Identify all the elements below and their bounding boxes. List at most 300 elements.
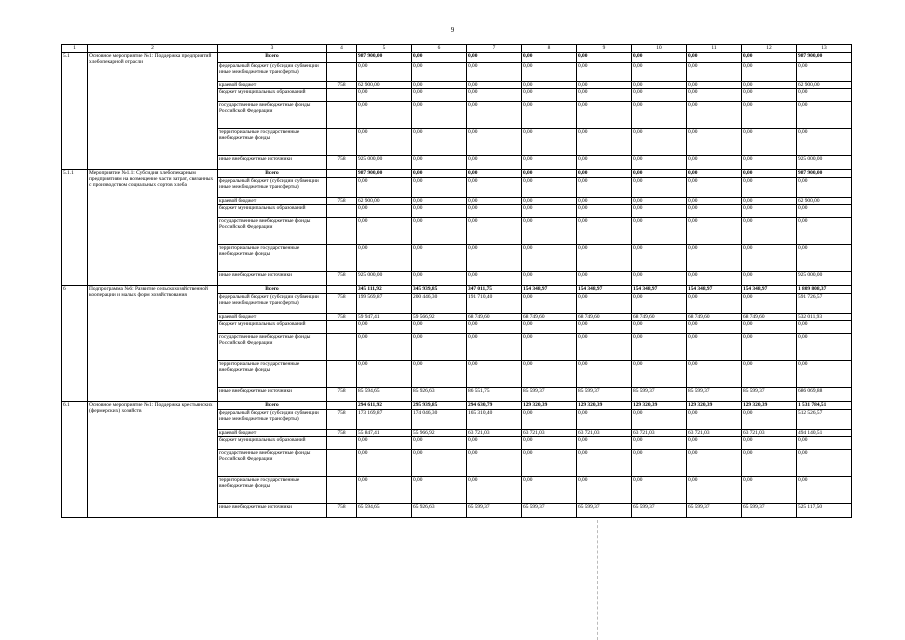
funding-source: федеральный бюджет (субсидии субвенции иные межбюджетные трансферты) (218, 294, 327, 314)
amount-cell: 0,00 (467, 170, 522, 178)
budget-code (327, 102, 357, 129)
budget-table (61, 44, 852, 518)
section-number: 6.1 (62, 402, 88, 518)
amount-cell: 0,00 (742, 178, 797, 198)
amount-cell: 0,00 (632, 89, 687, 102)
amount-cell: 0,00 (797, 178, 852, 198)
amount-cell: 0,00 (687, 321, 742, 334)
funding-source: Всего (218, 286, 327, 294)
amount-cell: 0,00 (467, 361, 522, 388)
amount-cell: 65 599,37 (687, 504, 742, 518)
amount-cell: 63 721,03 (577, 430, 632, 437)
amount-cell: 0,00 (522, 245, 577, 272)
amount-cell: 0,00 (412, 53, 467, 63)
table-row (62, 170, 852, 178)
amount-cell: 0,00 (522, 218, 577, 245)
amount-cell: 0,00 (797, 321, 852, 334)
section-name: Основное мероприятие №1: Поддержка крестьянских (фермерских) хозяйств (88, 402, 218, 518)
amount-cell: 0,00 (412, 450, 467, 477)
amount-cell: 0,00 (687, 294, 742, 314)
amount-cell: 0,00 (797, 205, 852, 218)
amount-cell: 0,00 (522, 437, 577, 450)
amount-cell: 0,00 (797, 218, 852, 245)
budget-code (327, 321, 357, 334)
amount-cell: 0,00 (632, 63, 687, 82)
amount-cell: 0,00 (577, 53, 632, 63)
amount-cell: 0,00 (522, 410, 577, 430)
funding-source: государственные внебюджетные фонды Российской Федерации (218, 102, 327, 129)
table-row (62, 402, 852, 410)
amount-cell: 65 599,37 (577, 504, 632, 518)
amount-cell: 0,00 (467, 82, 522, 89)
amount-cell: 294 630,79 (467, 402, 522, 410)
amount-cell: 85 599,37 (632, 388, 687, 402)
amount-cell: 0,00 (467, 334, 522, 361)
amount-cell: 0,00 (467, 178, 522, 198)
amount-cell: 0,00 (522, 178, 577, 198)
amount-cell: 0,00 (632, 53, 687, 63)
budget-code (327, 63, 357, 82)
amount-cell: 0,00 (357, 321, 412, 334)
amount-cell: 0,00 (742, 410, 797, 430)
amount-cell: 154 348,97 (687, 286, 742, 294)
amount-cell: 0,00 (742, 245, 797, 272)
section-name: Мероприятие №1.1: Субсидия хлебопекарным предприятиям на возмещение части затрат, связанных с производством социальных сортов хлеба (88, 170, 218, 286)
amount-cell: 0,00 (522, 272, 577, 286)
amount-cell: 0,00 (577, 361, 632, 388)
amount-cell: 686 069,88 (797, 388, 852, 402)
amount-cell: 0,00 (412, 178, 467, 198)
amount-cell: 68 749,60 (577, 314, 632, 321)
amount-cell: 345 111,92 (357, 286, 412, 294)
table-body (62, 45, 852, 518)
budget-code (327, 178, 357, 198)
budget-code (327, 205, 357, 218)
funding-source: территориальные государственные внебюджетные фонды (218, 129, 327, 156)
amount-cell: 62 900,00 (797, 82, 852, 89)
amount-cell: 129 320,39 (577, 402, 632, 410)
amount-cell: 85 599,37 (577, 388, 632, 402)
amount-cell: 63 721,03 (687, 430, 742, 437)
funding-source: краевой бюджет (218, 314, 327, 321)
amount-cell: 63 721,03 (522, 430, 577, 437)
amount-cell: 0,00 (687, 198, 742, 205)
amount-cell: 0,00 (522, 477, 577, 504)
amount-cell: 154 348,97 (632, 286, 687, 294)
amount-cell: 0,00 (357, 102, 412, 129)
amount-cell: 0,00 (742, 450, 797, 477)
budget-code (327, 334, 357, 361)
budget-code (327, 170, 357, 178)
budget-code: 758 (327, 388, 357, 402)
amount-cell: 68 749,60 (742, 314, 797, 321)
amount-cell: 0,00 (797, 477, 852, 504)
amount-cell: 68 749,60 (522, 314, 577, 321)
amount-cell: 0,00 (687, 450, 742, 477)
amount-cell: 0,00 (797, 361, 852, 388)
amount-cell: 0,00 (577, 294, 632, 314)
amount-cell: 0,00 (742, 477, 797, 504)
amount-cell: 0,00 (687, 170, 742, 178)
funding-source: бюджет муниципальных образований (218, 437, 327, 450)
column-number-9: 9 (577, 45, 632, 53)
amount-cell: 0,00 (467, 437, 522, 450)
amount-cell: 0,00 (357, 477, 412, 504)
amount-cell: 0,00 (522, 63, 577, 82)
amount-cell: 0,00 (632, 218, 687, 245)
amount-cell: 0,00 (632, 450, 687, 477)
column-number-13: 13 (797, 45, 852, 53)
amount-cell: 0,00 (522, 321, 577, 334)
amount-cell: 0,00 (742, 321, 797, 334)
amount-cell: 129 320,39 (687, 402, 742, 410)
amount-cell: 0,00 (357, 63, 412, 82)
amount-cell: 154 348,97 (522, 286, 577, 294)
column-number-header-row (62, 45, 852, 53)
funding-source: иные внебюджетные источники (218, 156, 327, 170)
amount-cell: 0,00 (687, 82, 742, 89)
amount-cell: 525 117,50 (797, 504, 852, 518)
amount-cell: 0,00 (632, 82, 687, 89)
column-number-3: 3 (218, 45, 327, 53)
budget-code (327, 477, 357, 504)
budget-code: 758 (327, 294, 357, 314)
amount-cell: 987 900,00 (797, 170, 852, 178)
column-number-4: 4 (327, 45, 357, 53)
amount-cell: 62 900,00 (357, 82, 412, 89)
amount-cell: 0,00 (467, 89, 522, 102)
amount-cell: 0,00 (687, 437, 742, 450)
budget-code (327, 402, 357, 410)
amount-cell: 0,00 (467, 272, 522, 286)
amount-cell: 0,00 (687, 53, 742, 63)
funding-source: бюджет муниципальных образований (218, 205, 327, 218)
amount-cell: 0,00 (632, 178, 687, 198)
amount-cell: 129 320,39 (742, 402, 797, 410)
amount-cell: 0,00 (357, 450, 412, 477)
funding-source: иные внебюджетные источники (218, 504, 327, 518)
budget-code: 758 (327, 156, 357, 170)
amount-cell: 55 847,41 (357, 430, 412, 437)
amount-cell: 0,00 (412, 129, 467, 156)
amount-cell: 85 594,65 (357, 388, 412, 402)
budget-code: 758 (327, 198, 357, 205)
amount-cell: 0,00 (412, 321, 467, 334)
amount-cell: 0,00 (357, 178, 412, 198)
amount-cell: 0,00 (467, 477, 522, 504)
amount-cell: 129 320,39 (632, 402, 687, 410)
budget-code: 758 (327, 430, 357, 437)
amount-cell: 174 046,30 (412, 410, 467, 430)
budget-code (327, 437, 357, 450)
amount-cell: 173 169,87 (357, 410, 412, 430)
amount-cell: 0,00 (687, 89, 742, 102)
amount-cell: 0,00 (742, 102, 797, 129)
amount-cell: 0,00 (522, 450, 577, 477)
amount-cell: 0,00 (632, 410, 687, 430)
amount-cell: 0,00 (467, 450, 522, 477)
amount-cell: 154 348,97 (742, 286, 797, 294)
amount-cell: 0,00 (577, 102, 632, 129)
budget-code: 758 (327, 314, 357, 321)
amount-cell: 295 939,85 (412, 402, 467, 410)
amount-cell: 68 749,60 (467, 314, 522, 321)
funding-source: краевой бюджет (218, 430, 327, 437)
amount-cell: 0,00 (742, 170, 797, 178)
amount-cell: 0,00 (797, 245, 852, 272)
funding-source: бюджет муниципальных образований (218, 89, 327, 102)
amount-cell: 925 000,00 (357, 156, 412, 170)
amount-cell: 0,00 (797, 450, 852, 477)
amount-cell: 0,00 (577, 198, 632, 205)
amount-cell: 85 599,37 (742, 388, 797, 402)
budget-code: 758 (327, 272, 357, 286)
column-number-8: 8 (522, 45, 577, 53)
amount-cell: 0,00 (522, 170, 577, 178)
amount-cell: 0,00 (742, 272, 797, 286)
funding-source: краевой бюджет (218, 82, 327, 89)
amount-cell: 0,00 (632, 477, 687, 504)
amount-cell: 987 900,00 (357, 53, 412, 63)
amount-cell: 0,00 (687, 156, 742, 170)
amount-cell: 0,00 (577, 82, 632, 89)
amount-cell: 591 726,57 (797, 294, 852, 314)
amount-cell: 925 000,00 (797, 272, 852, 286)
amount-cell: 0,00 (412, 198, 467, 205)
amount-cell: 65 599,37 (467, 504, 522, 518)
amount-cell: 0,00 (412, 361, 467, 388)
amount-cell: 0,00 (632, 294, 687, 314)
amount-cell: 0,00 (577, 437, 632, 450)
column-number-2: 2 (88, 45, 218, 53)
amount-cell: 0,00 (467, 53, 522, 63)
funding-source: Всего (218, 53, 327, 63)
budget-code: 758 (327, 410, 357, 430)
amount-cell: 0,00 (412, 102, 467, 129)
amount-cell: 0,00 (522, 361, 577, 388)
funding-source: территориальные государственные внебюджетные фонды (218, 361, 327, 388)
amount-cell: 0,00 (577, 178, 632, 198)
funding-source: федеральный бюджет (субсидии субвенции иные межбюджетные трансферты) (218, 410, 327, 430)
amount-cell: 0,00 (742, 205, 797, 218)
amount-cell: 0,00 (522, 294, 577, 314)
amount-cell: 0,00 (467, 321, 522, 334)
amount-cell: 987 900,00 (797, 53, 852, 63)
amount-cell: 0,00 (577, 450, 632, 477)
amount-cell: 0,00 (522, 53, 577, 63)
amount-cell: 0,00 (357, 205, 412, 218)
column-number-7: 7 (467, 45, 522, 53)
table-row (62, 286, 852, 294)
amount-cell: 62 900,00 (797, 198, 852, 205)
amount-cell: 65 926,63 (412, 504, 467, 518)
budget-code (327, 89, 357, 102)
amount-cell: 0,00 (522, 102, 577, 129)
amount-cell: 165 310,40 (467, 410, 522, 430)
budget-code (327, 361, 357, 388)
amount-cell: 0,00 (687, 245, 742, 272)
amount-cell: 0,00 (522, 334, 577, 361)
amount-cell: 1 531 784,51 (797, 402, 852, 410)
amount-cell: 0,00 (467, 218, 522, 245)
amount-cell: 0,00 (357, 129, 412, 156)
amount-cell: 63 721,03 (632, 430, 687, 437)
amount-cell: 0,00 (742, 198, 797, 205)
amount-cell: 0,00 (357, 89, 412, 102)
budget-code: 758 (327, 504, 357, 518)
amount-cell: 0,00 (412, 437, 467, 450)
amount-cell: 65 599,37 (522, 504, 577, 518)
amount-cell: 0,00 (412, 63, 467, 82)
amount-cell: 0,00 (522, 156, 577, 170)
amount-cell: 85 926,63 (412, 388, 467, 402)
amount-cell: 0,00 (412, 205, 467, 218)
amount-cell: 0,00 (687, 63, 742, 82)
amount-cell: 294 611,92 (357, 402, 412, 410)
budget-code: 758 (327, 82, 357, 89)
amount-cell: 65 599,37 (632, 504, 687, 518)
amount-cell: 0,00 (577, 89, 632, 102)
amount-cell: 0,00 (577, 218, 632, 245)
amount-cell: 0,00 (632, 321, 687, 334)
amount-cell: 0,00 (687, 272, 742, 286)
amount-cell: 55 966,92 (412, 430, 467, 437)
budget-code (327, 129, 357, 156)
funding-source: иные внебюджетные источники (218, 388, 327, 402)
amount-cell: 0,00 (467, 205, 522, 218)
funding-source: Всего (218, 402, 327, 410)
amount-cell: 0,00 (357, 334, 412, 361)
amount-cell: 0,00 (412, 156, 467, 170)
column-number-11: 11 (687, 45, 742, 53)
amount-cell: 0,00 (577, 129, 632, 156)
amount-cell: 0,00 (467, 102, 522, 129)
amount-cell: 0,00 (412, 89, 467, 102)
amount-cell: 0,00 (632, 205, 687, 218)
amount-cell: 0,00 (522, 129, 577, 156)
amount-cell: 68 749,60 (632, 314, 687, 321)
amount-cell: 0,00 (577, 245, 632, 272)
amount-cell: 0,00 (467, 129, 522, 156)
amount-cell: 0,00 (577, 205, 632, 218)
amount-cell: 0,00 (632, 170, 687, 178)
section-name: Основное мероприятие №1: Поддержка предприятий хлебопекарной отрасли (88, 53, 218, 170)
budget-code (327, 286, 357, 294)
amount-cell: 0,00 (687, 218, 742, 245)
amount-cell: 0,00 (632, 156, 687, 170)
budget-code (327, 450, 357, 477)
table-row (62, 53, 852, 63)
amount-cell: 0,00 (467, 156, 522, 170)
amount-cell: 0,00 (357, 361, 412, 388)
amount-cell: 0,00 (632, 334, 687, 361)
amount-cell: 0,00 (742, 361, 797, 388)
amount-cell: 0,00 (412, 82, 467, 89)
amount-cell: 0,00 (797, 334, 852, 361)
amount-cell: 191 710,40 (467, 294, 522, 314)
amount-cell: 0,00 (577, 63, 632, 82)
funding-source: государственные внебюджетные фонды Российской Федерации (218, 334, 327, 361)
amount-cell: 0,00 (412, 218, 467, 245)
amount-cell: 0,00 (797, 89, 852, 102)
amount-cell: 0,00 (797, 129, 852, 156)
column-number-10: 10 (632, 45, 687, 53)
amount-cell: 512 526,57 (797, 410, 852, 430)
amount-cell: 65 594,65 (357, 504, 412, 518)
amount-cell: 0,00 (742, 63, 797, 82)
amount-cell: 0,00 (687, 410, 742, 430)
amount-cell: 494 140,51 (797, 430, 852, 437)
section-number: 5.1 (62, 53, 88, 170)
amount-cell: 85 599,37 (522, 388, 577, 402)
funding-source: территориальные государственные внебюджетные фонды (218, 477, 327, 504)
amount-cell: 63 721,03 (742, 430, 797, 437)
budget-code (327, 245, 357, 272)
amount-cell: 0,00 (412, 334, 467, 361)
funding-source: территориальные государственные внебюджетные фонды (218, 245, 327, 272)
amount-cell: 0,00 (577, 321, 632, 334)
section-number: 6 (62, 286, 88, 402)
amount-cell: 0,00 (742, 334, 797, 361)
amount-cell: 0,00 (742, 89, 797, 102)
budget-code (327, 53, 357, 63)
scan-artifact-line (597, 520, 598, 640)
funding-source: Всего (218, 170, 327, 178)
amount-cell: 0,00 (522, 205, 577, 218)
amount-cell: 0,00 (742, 218, 797, 245)
amount-cell: 0,00 (742, 156, 797, 170)
amount-cell: 0,00 (797, 102, 852, 129)
amount-cell: 0,00 (522, 82, 577, 89)
amount-cell: 0,00 (742, 53, 797, 63)
amount-cell: 0,00 (522, 198, 577, 205)
amount-cell: 1 809 808,37 (797, 286, 852, 294)
amount-cell: 0,00 (632, 437, 687, 450)
funding-source: государственные внебюджетные фонды Российской Федерации (218, 218, 327, 245)
amount-cell: 0,00 (357, 437, 412, 450)
amount-cell: 63 721,03 (467, 430, 522, 437)
amount-cell: 0,00 (687, 178, 742, 198)
amount-cell: 0,00 (632, 245, 687, 272)
section-name: Подпрограмма №6: Развитие сельскохозяйственной кооперации и малых форм хозяйствования (88, 286, 218, 402)
amount-cell: 925 000,00 (797, 156, 852, 170)
amount-cell: 129 320,39 (522, 402, 577, 410)
amount-cell: 0,00 (577, 170, 632, 178)
amount-cell: 0,00 (412, 170, 467, 178)
amount-cell: 200 446,30 (412, 294, 467, 314)
amount-cell: 199 569,87 (357, 294, 412, 314)
amount-cell: 0,00 (357, 218, 412, 245)
amount-cell: 154 348,97 (577, 286, 632, 294)
amount-cell: 0,00 (632, 102, 687, 129)
page-number: 9 (450, 26, 455, 34)
funding-source: краевой бюджет (218, 198, 327, 205)
funding-source: иные внебюджетные источники (218, 272, 327, 286)
amount-cell: 0,00 (632, 129, 687, 156)
amount-cell: 0,00 (687, 205, 742, 218)
budget-code (327, 218, 357, 245)
amount-cell: 532 011,93 (797, 314, 852, 321)
amount-cell: 925 000,00 (357, 272, 412, 286)
amount-cell: 59 947,41 (357, 314, 412, 321)
amount-cell: 0,00 (742, 437, 797, 450)
amount-cell: 0,00 (467, 198, 522, 205)
amount-cell: 0,00 (577, 156, 632, 170)
amount-cell: 0,00 (467, 63, 522, 82)
amount-cell: 0,00 (357, 245, 412, 272)
column-number-6: 6 (412, 45, 467, 53)
funding-source: государственные внебюджетные фонды Российской Федерации (218, 450, 327, 477)
